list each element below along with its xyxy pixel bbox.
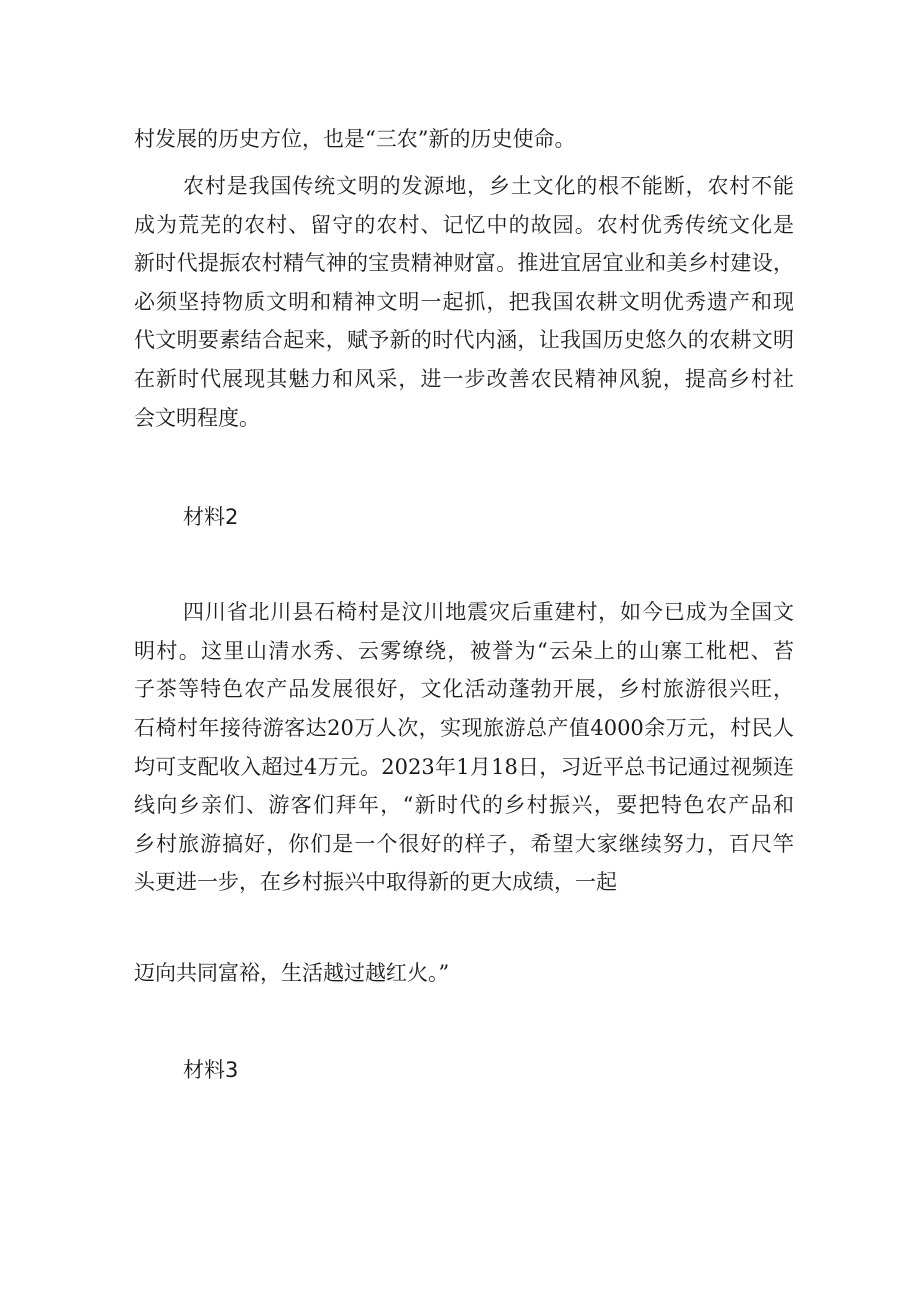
paragraph-3-line: 线向乡亲们、游客们拜年，“新时代的乡村振兴，要把特色农产品和: [134, 793, 794, 817]
paragraph-3-line: 四川省北川县石椅村是汶川地震灾后重建村，如今已成为全国文: [183, 600, 794, 624]
paragraph-3-line: 子茶等特色农产品发展很好，文化活动蓬勃开展，乡村旅游很兴旺，: [134, 677, 794, 701]
paragraph-2-line: 在新时代展现其魅力和风采，进一步改善农民精神风貌，提高乡村社: [134, 367, 794, 391]
paragraph-2-line: 代文明要素结合起来，赋予新的时代内涵，让我国历史悠久的农耕文明: [134, 328, 794, 352]
section-heading-2: 材料2: [183, 505, 239, 529]
paragraph-3-line: 头更进一步，在乡村振兴中取得新的更大成绩，一起: [134, 870, 617, 894]
paragraph-2-line: 农村是我国传统文明的发源地，乡土文化的根不能断，农村不能: [183, 174, 794, 198]
paragraph-2-line: 成为荒芜的农村、留守的农村、记忆中的故园。农村优秀传统文化是: [134, 213, 794, 237]
section-heading-3: 材料3: [183, 1058, 239, 1082]
paragraph-3-line: 石椅村年接待游客达20万人次，实现旅游总产值4000余万元，村民人: [134, 716, 794, 740]
paragraph-3-tail-line: 迈向共同富裕，生活越过越红火。”: [134, 961, 450, 985]
paragraph-2-line: 新时代提振农村精气神的宝贵精神财富。推进宜居宜业和美乡村建设，: [134, 251, 794, 275]
paragraph-3-line: 明村。这里山清水秀、云雾缭绕，被誉为“云朵上的山寨工枇杷、苔: [134, 639, 794, 663]
paragraph-3-line: 乡村旅游搞好，你们是一个很好的样子，希望大家继续努力，百尺竿: [134, 832, 794, 856]
paragraph-2-line: 会文明程度。: [134, 406, 260, 430]
paragraph-2-line: 必须坚持物质文明和精神文明一起抓，把我国农耕文明优秀遗产和现: [134, 290, 794, 314]
paragraph-1-line: 村发展的历史方位，也是“三农”新的历史使命。: [134, 127, 576, 151]
paragraph-3-line: 均可支配收入超过4万元。2023年1月18日，习近平总书记通过视频连: [134, 755, 794, 779]
